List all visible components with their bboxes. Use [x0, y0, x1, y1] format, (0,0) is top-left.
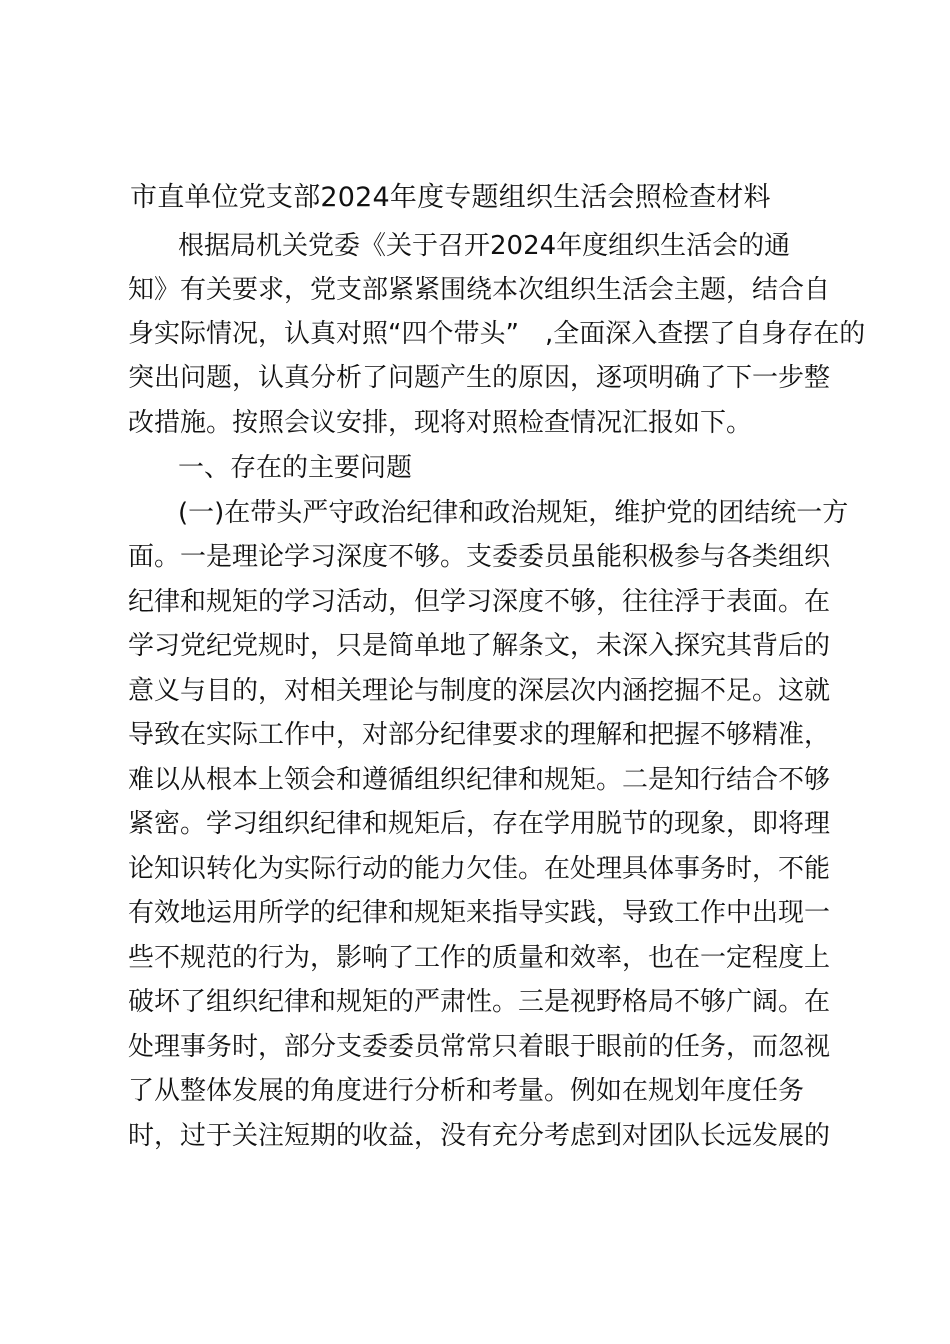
body-line: 导致在实际工作中，对部分纪律要求的理解和把握不够精准，: [128, 720, 831, 750]
intro-line: 根据局机关党委《关于召开2024年度组织生活会的通: [178, 231, 791, 261]
body-line: 有效地运用所学的纪律和规矩来指导实践，导致工作中出现一: [128, 898, 831, 928]
intro-line: 突出问题，认真分析了问题产生的原因，逐项明确了下一步整: [128, 363, 831, 393]
body-line: 紧密。学习组织纪律和规矩后，存在学用脱节的现象，即将理: [128, 809, 831, 839]
body-line: 纪律和规矩的学习活动，但学习深度不够，往往浮于表面。在: [128, 587, 831, 617]
body-line: 些不规范的行为，影响了工作的质量和效率，也在一定程度上: [128, 943, 831, 973]
body-line: 意义与目的，对相关理论与制度的深层次内涵挖掘不足。这就: [128, 676, 831, 706]
body-line: 论知识转化为实际行动的能力欠佳。在处理具体事务时，不能: [128, 854, 831, 884]
intro-line: 身实际情况，认真对照“四个带头” ,全面深入查摆了自身存在的: [128, 319, 866, 349]
body-line: 处理事务时，部分支委委员常常只着眼于眼前的任务，而忽视: [128, 1032, 831, 1062]
body-line: 了从整体发展的角度进行分析和考量。例如在规划年度任务: [128, 1076, 805, 1106]
body-line: 时，过于关注短期的收益，没有充分考虑到对团队长远发展的: [128, 1121, 831, 1151]
intro-line: 改措施。按照会议安排，现将对照检查情况汇报如下。: [128, 408, 753, 438]
body-line: 面。一是理论学习深度不够。支委委员虽能积极参与各类组织: [128, 542, 831, 572]
intro-line: 知》有关要求，党支部紧紧围绕本次组织生活会主题，结合自: [128, 275, 831, 305]
body-line: 学习党纪党规时，只是简单地了解条文，未深入探究其背后的: [128, 631, 831, 661]
body-line: (一)在带头严守政治纪律和政治规矩，维护党的团结统一方: [178, 498, 849, 528]
body-line: 破坏了组织纪律和规矩的严肃性。三是视野格局不够广阔。在: [128, 987, 831, 1017]
document-title: 市直单位党支部2024年度专题组织生活会照检查材料: [130, 182, 771, 213]
section-heading: 一、存在的主要问题: [178, 453, 413, 483]
body-line: 难以从根本上领会和遵循组织纪律和规矩。二是知行结合不够: [128, 765, 831, 795]
